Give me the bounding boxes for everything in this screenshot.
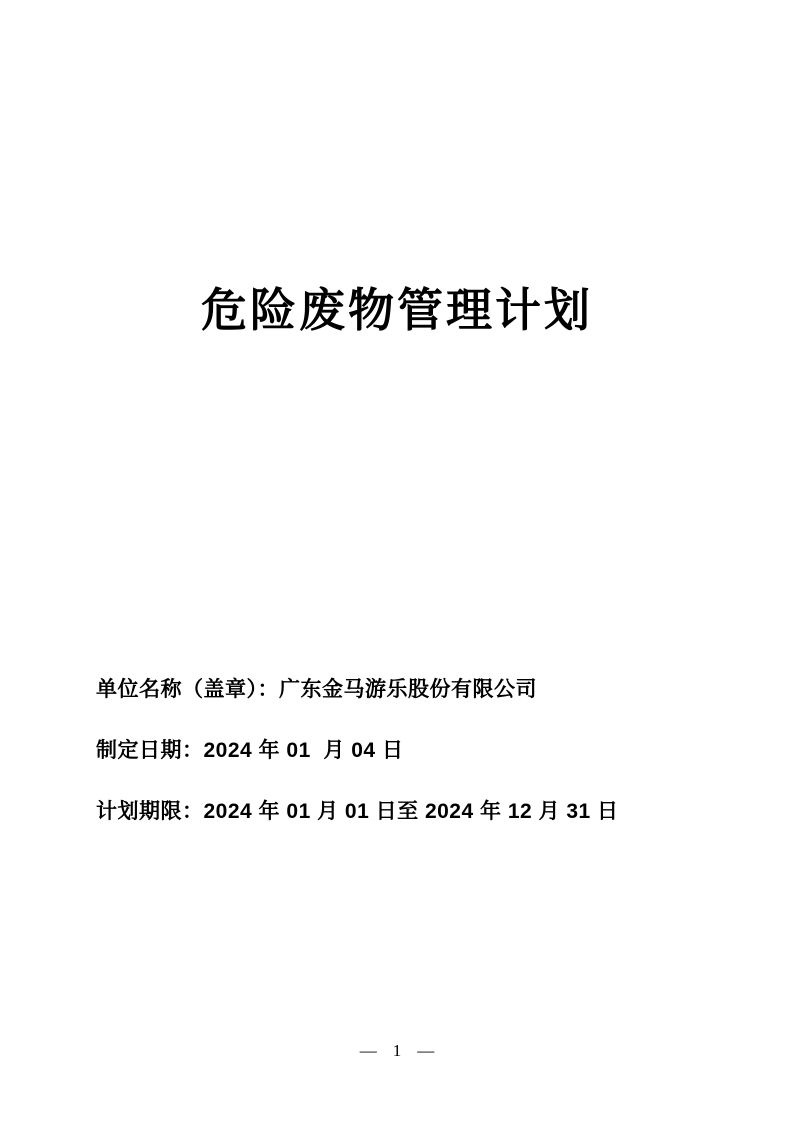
field-unit-name: 单位名称（盖章）：广东金马游乐股份有限公司 <box>96 678 537 701</box>
footer-right-dash: — <box>417 1041 435 1060</box>
document-title: 危险废物管理计划 <box>201 283 593 336</box>
footer-left-dash: — <box>359 1041 377 1060</box>
page-number: 1 <box>392 1041 402 1060</box>
field-plan-period: 计划期限：2024 年 01 月 01 日至 2024 年 12 月 31 日 <box>96 800 619 823</box>
page-footer <box>0 1042 794 1059</box>
cover-fields <box>96 676 734 825</box>
field-formulation-date: 制定日期：2024 年 01 月 04 日 <box>96 739 404 762</box>
